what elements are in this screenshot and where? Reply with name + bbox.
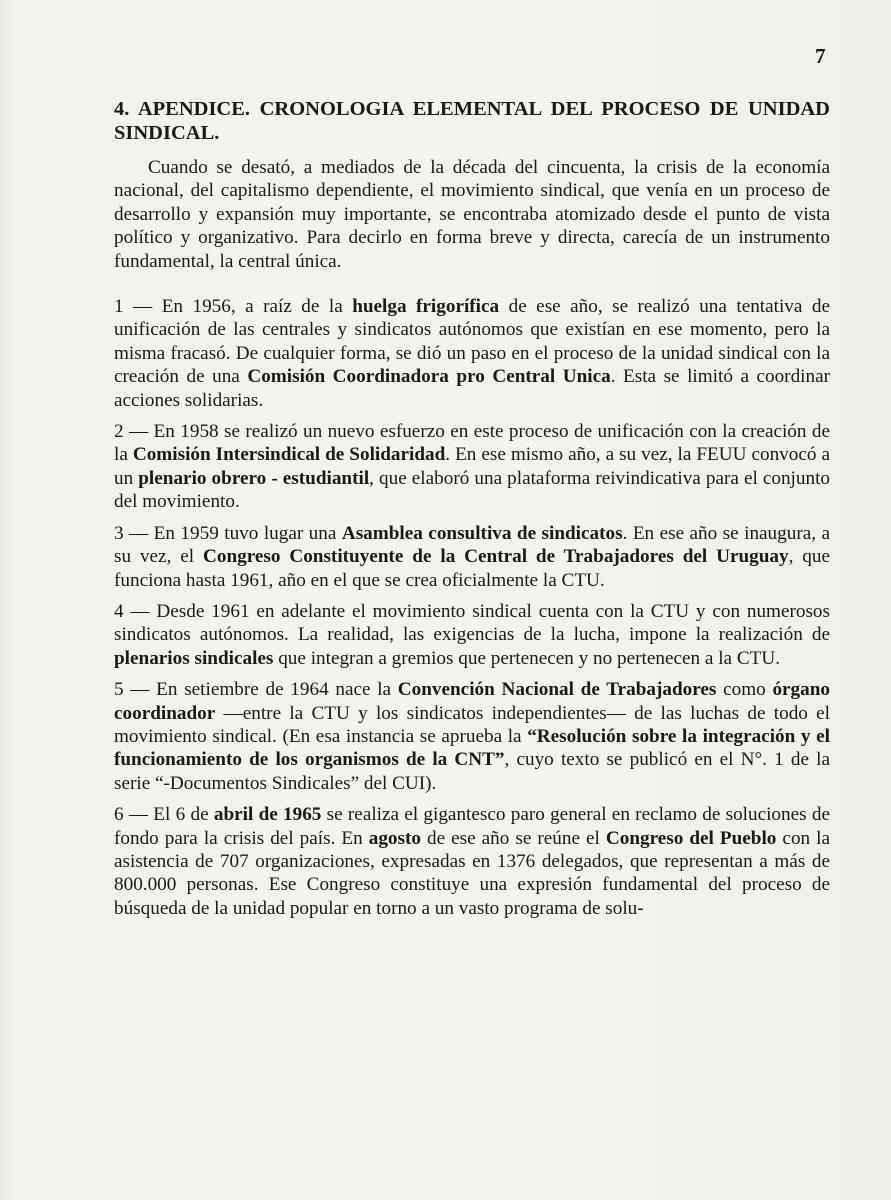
body-text: 3 — En 1959 tuvo lugar una [114,522,342,544]
chronology-item-2 [114,420,830,514]
bold-text: huelga frigorífica [352,296,500,318]
body-text: , que funciona hasta 1961, año en el que se crea oficialmente la CTU. [114,546,830,591]
body-text: . En ese año se inaugura, a su vez, el [114,522,830,568]
body-text: de ese año, se realizó una tentativa de unificación de las centrales y sindicatos autónomos que existían en ese momento, pero la misma fracasó. De cualquier forma, se dió un paso en el proceso de la unidad sindical con la creación de una [114,296,830,388]
body-text: , que elaboró una plataforma reivindicativa para el conjunto del movimiento. [114,467,831,513]
bold-text: abril de 1965 [213,804,322,826]
bold-text: plenario obrero - estudiantil [138,467,370,489]
body-text: de ese año se reúne el [420,827,606,849]
chronology-item-3 [114,522,830,592]
bold-text: Congreso del Pueblo [605,827,777,849]
chronology-item-4 [114,600,830,670]
bold-text: agosto [368,827,421,849]
chronology-item-1 [114,295,830,412]
body-text: que integran a gremios que pertenecen y no pertenecen a la CTU. [273,647,781,669]
page-number: 7 [815,44,826,68]
bold-text: plenarios sindicales [114,647,274,669]
chronology-list [114,295,830,920]
section-title: 4. APENDICE. CRONOLOGIA ELEMENTAL DEL PROCESO DE UNIDAD SINDICAL. [114,98,830,144]
body-text: se realiza el gigantesco paro general en reclamo de soluciones de fondo para la crisis del país. En [114,804,830,849]
body-text: 5 — En setiembre de 1964 nace la [114,679,398,701]
body-text: 4 — Desde 1961 en adelante el movimiento sindical cuenta con la CTU y con numerosos sindicatos autónomos. La realidad, las exigencias de la lucha, impone la realización de [114,600,830,646]
bold-text: “Resolución sobre la integración y el funcionamiento de los organismos de la CNT” [114,725,830,771]
body-text: 2 — En 1958 se realizó un nuevo esfuerzo en este proceso de unificación con la creación de la [114,421,830,466]
page-content [114,98,830,928]
bold-text: Congreso Constituyente de la Central de Trabajadores del Uruguay [203,546,789,568]
bold-text: Asamblea consultiva de sindicatos [341,522,623,544]
body-text: 6 — El 6 de [114,804,214,826]
bold-text: Comisión Coordinadora pro Central Unica [247,366,611,388]
intro-paragraph: Cuando se desató, a mediados de la década del cincuenta, la crisis de la economía nacional, del capitalismo dependiente, el movimiento sindical, que venía en un proceso de desarrollo y expansión muy importante, se encontraba atomizado desde el punto de vista político y organizativo. Para decirlo en forma breve y directa, carecía de un instrumento fundamental, la central única. [114,157,830,272]
body-text: como [716,679,773,701]
body-text: . Esta se limitó a coordinar acciones solidarias. [114,366,830,411]
bold-text: órgano coordinador [114,679,830,724]
body-text: —entre la CTU y los sindicatos independientes— de las luchas de todo el movimiento sindical. (En esa instancia se aprueba la [114,702,830,747]
body-text: con la asistencia de 707 organizaciones, expresadas en 1376 delegados, que representan a más de 800.000 personas. Ese Congreso constituye una expresión fundamental del proceso de búsqueda de la unidad popular en torno a un vasto programa de solu- [114,827,830,919]
bold-text: Comisión Intersindical de Solidaridad [132,444,446,466]
body-text: 1 — En 1956, a raíz de la [114,296,353,318]
chronology-item-5 [114,678,830,795]
bold-text: Convención Nacional de Trabajadores [397,679,717,701]
body-text: , cuyo texto se publicó en el N°. 1 de la serie “-Documentos Sindicales” del CUI). [114,749,830,794]
chronology-item-6 [114,803,830,920]
body-text: . En ese mismo año, a su vez, la FEUU convocó a un [114,444,830,489]
